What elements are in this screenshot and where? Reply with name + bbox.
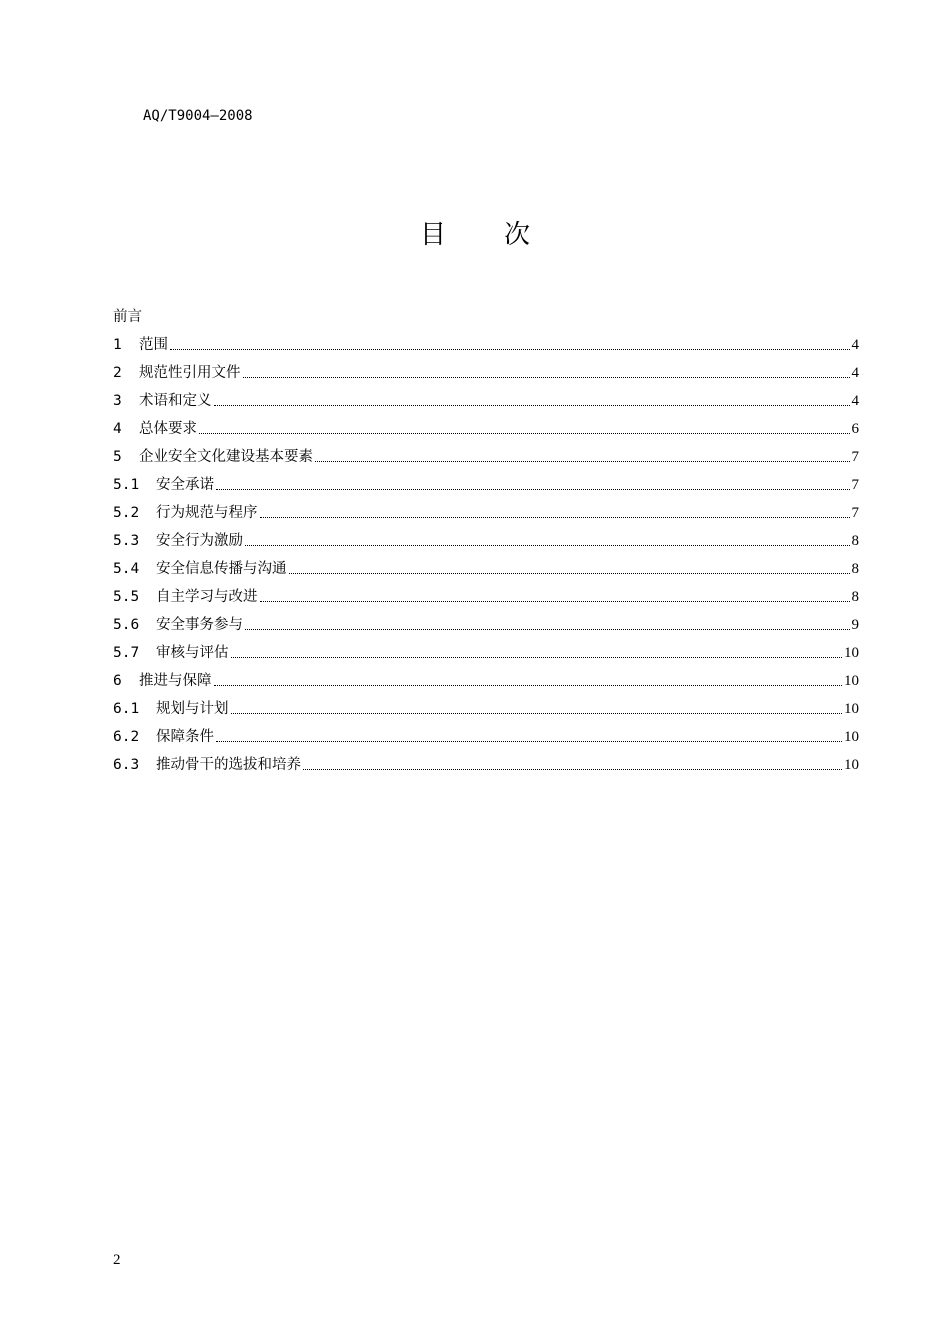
toc-entry-page: 8 [851,589,859,605]
toc-leader-dots [216,488,850,490]
toc-title-char-1: 目 [419,220,446,250]
toc-entry[interactable] [113,607,859,635]
toc-entry-number: 2 [113,365,122,381]
toc-entry-label: 规范性引用文件 [139,365,241,381]
toc-leader-dots [216,740,842,742]
toc-leader-dots [231,656,843,658]
toc-entry-page: 4 [851,337,859,353]
toc-entry-page: 7 [851,477,859,493]
toc-entry-label: 自主学习与改进 [156,589,258,605]
toc-entry-label: 推动骨干的选拔和培养 [156,757,301,773]
toc-entry-label: 企业安全文化建设基本要素 [139,449,313,465]
table-of-contents [113,299,859,775]
toc-entry-label: 推进与保障 [139,673,212,689]
toc-entry-number: 6.2 [113,729,140,745]
toc-entry-page: 4 [851,365,859,381]
toc-entry-page: 8 [851,533,859,549]
toc-leader-dots [245,628,850,630]
toc-entry-number: 5.2 [113,505,140,521]
toc-entry[interactable] [113,747,859,775]
toc-entry[interactable] [113,635,859,663]
toc-entry-number: 5.3 [113,533,140,549]
toc-entry-number: 6 [113,673,122,689]
toc-entry-label: 行为规范与程序 [156,505,258,521]
toc-entry-label: 安全信息传播与沟通 [156,561,287,577]
toc-entry[interactable] [113,411,859,439]
toc-entry-page: 7 [851,449,859,465]
toc-entry-number: 6.1 [113,701,140,717]
toc-entry[interactable] [113,327,859,355]
toc-entry[interactable] [113,719,859,747]
toc-entry-number: 3 [113,393,122,409]
toc-entry-number: 5.4 [113,561,140,577]
toc-leader-dots [214,404,850,406]
toc-entry[interactable] [113,355,859,383]
toc-entry[interactable] [113,579,859,607]
toc-entry-page: 10 [844,645,859,661]
toc-entry-label: 总体要求 [139,421,197,437]
toc-entry[interactable] [113,663,859,691]
toc-entry-page: 10 [844,757,859,773]
toc-leader-dots [231,712,843,714]
toc-leader-dots [243,376,850,378]
toc-title [0,214,950,251]
toc-entry-number: 5.6 [113,617,140,633]
toc-entry[interactable] [113,495,859,523]
toc-entry-label: 规划与计划 [156,701,229,717]
toc-entry[interactable] [113,523,859,551]
toc-leader-dots [260,516,850,518]
toc-entry-page: 10 [844,729,859,745]
toc-leader-dots [315,460,850,462]
toc-entry-label: 审核与评估 [156,645,229,661]
toc-entry-number: 4 [113,421,122,437]
toc-entry[interactable] [113,691,859,719]
toc-entry-label: 安全承诺 [156,477,214,493]
toc-entry[interactable] [113,551,859,579]
toc-leader-dots [214,684,843,686]
toc-entry-label: 安全行为激励 [156,533,243,549]
toc-entry-number: 5.5 [113,589,140,605]
toc-entry[interactable] [113,467,859,495]
toc-entry-page: 8 [851,561,859,577]
toc-title-char-2: 次 [504,220,531,250]
toc-entry-page: 10 [844,673,859,689]
toc-entry-page: 9 [851,617,859,633]
toc-entry-label: 范围 [139,337,168,353]
toc-entry-label: 保障条件 [156,729,214,745]
toc-entry[interactable] [113,383,859,411]
toc-leader-dots [303,768,842,770]
toc-entry-number: 5.7 [113,645,140,661]
toc-entry-page: 7 [851,505,859,521]
toc-entry-page: 10 [844,701,859,717]
page-number: 2 [113,1252,121,1268]
toc-entry-number: 5.1 [113,477,140,493]
toc-entry-foreword[interactable] [113,299,859,327]
toc-entry-label: 安全事务参与 [156,617,243,633]
toc-leader-dots [289,572,850,574]
toc-leader-dots [199,432,850,434]
toc-entry-page: 4 [851,393,859,409]
toc-entry-label: 前言 [113,309,142,325]
toc-leader-dots [245,544,850,546]
toc-leader-dots [260,600,850,602]
toc-entry-label: 术语和定义 [139,393,212,409]
toc-entry-number: 6.3 [113,757,140,773]
document-code: AQ/T9004—2008 [143,108,253,124]
toc-entry-page: 6 [851,421,859,437]
toc-entry-number: 5 [113,449,122,465]
toc-entry[interactable] [113,439,859,467]
toc-entry-number: 1 [113,337,122,353]
toc-leader-dots [170,348,850,350]
